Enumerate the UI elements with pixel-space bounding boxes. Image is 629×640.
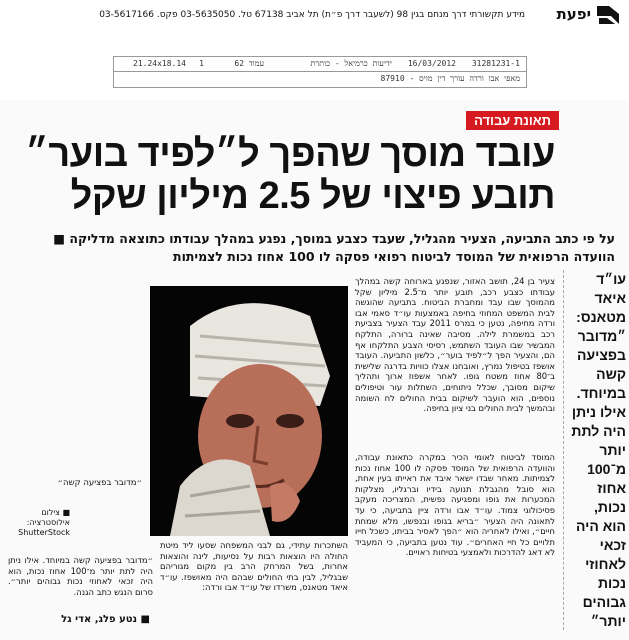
pull-quote: עו״ד איאד מטאנס: ״מדובר בפציעה קשה במיוחד. אילו ניתן היה לתת יותר מ־100 אחוז נכות, הוא היה זכאי לאחוזי נכות גבוהים יותר״ [571, 271, 626, 629]
bandaged-face-image [150, 286, 348, 536]
photo-credit: ■ צילום אילוסטרציה: ShutterStock [18, 508, 70, 537]
body-paragraph: המוסד לביטוח לאומי הכיר במקרה כתאונת עבודה, והוועדה הרפואית של המוסד פסקה לו 100 אחוז נכות לצמיתות. מאחר שבדו ישאר איבד את ראייתו בעין אחת, הוא סובל מהגבלת תנועה בידיו וברגליו, מצלקות המכערות את גופו ומפגיעה נפשית, המצריכה מעקב פסיכולוגי צמוד. עו״ד אבו ורדה ציין בתביעה, כי עד לתאונה היה הצעיר ״בריא בגופו ובנפשו, מלא שמחת חיים״, ואילו לאחריה הוא ״הפך לאסיר בביתו, כשכל חייו תלויים כל חיי האחרים״. עוד נטען בתביעה, כי המעביד לא דאג להדרכות ולאמצעי בטיחות ראויים. [355, 452, 555, 558]
article [0, 100, 629, 640]
byline: ■ נטע פלג, אדי גל [61, 614, 150, 625]
logo-text: יפעת [556, 5, 591, 23]
clip-num: 1 [199, 59, 204, 68]
clipping-meta-box [113, 56, 527, 88]
clip-date: 16/03/2012 [407, 59, 456, 68]
clip-client-line: מאפי אבו ורדה עורך דין מויס - 87910 [380, 74, 520, 83]
body-paragraph: השתכרות עתידי, גם לבני המשפחה שסעו ליד מיטת החולה היו הוצאות רבות על נסיעות, לינה והוצאות אחרות, בשל המרחק הרב בין מקום מגוריהם שבגליל, לבין בתי החולים שבהם היה מאושפז. עו״ד איאד מטאנס, משרדו של עו״ד אבו ורדה: [160, 540, 348, 593]
clip-size: 21.24x18.14 [133, 59, 186, 68]
contact-line: מידע תקשורתי דרך מנחם בגין 98 (לשעבר דרך פ״ת) תל אביב 67138 טל. 03-5635050 פקס. 03-5617166 [99, 10, 525, 20]
clip-page: עמוד 62 [234, 59, 264, 68]
yifat-logo-icon [595, 4, 621, 26]
headline-line-2: תובע פיצוי של 2.5 מיליון שקל [70, 175, 555, 217]
section-tag: תאונת עבודה [466, 111, 559, 130]
pull-quote-column [563, 270, 626, 630]
clipping-meta-row [114, 57, 526, 72]
body-paragraph: ״מדובר בפציעה קשה במיוחד. אילו ניתן היה לתת יותר מ־100 אחוז נכות, הוא היה זכאי לאחוזי נכות גבוהים יותר״. סרום הנגש כתב הגנה. [8, 555, 153, 597]
body-paragraph: צעיר בן 24, תושב האזור, שנפגע בארוחה קשה במהלך עבודתו כצבע רכב, תובע יותר מ־2.5 מיליון שקל מהמוסך שבו עבד ומחברת הביטוח. בתביעה שהוגשה לבית המשפט המחוזי בחיפה באמצעות עו״ד סאמי אבו ורדה מחיפה, נטען כי במרס 2011 עבד הצעיר בצביעת רכב במשמרת לילה. מסיבה שאינה ברורה, התלקח המבשיר שבו העובד השתמש, רסיסי הצבע התלקחו אף הם, והצעיר הפך ל״לפיד בוער״, כלשון התביעה. העובד אושפז בטיפול נמרץ, ואובחנו אצלו כוויות בדרגה שלישית ב־80 אחוז משטח גופו. לאחר אשפוז ארוך ותהליך שיקום מסובך, שכלל ניתוחים, השתלות עור וטיפולים נוספים, הוא הועבר לשיקום בבית החולים לח השומה ובהמשך לבית החולים בני ציון בחיפה. [355, 276, 555, 414]
article-subtitle: על פי כתב התביעה, הצעיר מהגליל, שעבד כצבע במוסך, נפגע במהלך עבודתו כתוצאה מדליקה ■ הוועדה הרפואית של המוסד לביטוח רפואי פסקה לו 100 אחוז נכות לצמיתות [53, 231, 615, 264]
clip-publication: ידיעות כרמיאל - כותרת [310, 59, 392, 68]
photo-caption: ״מדובר בפציעה קשה״ [57, 478, 142, 488]
headline-line-1: עובד מוסך שהפך ל״לפיד בוער״ [25, 133, 555, 175]
injured-man-photo [150, 286, 348, 536]
press-clipping-header [0, 0, 629, 100]
clip-id: 31281231-1 [471, 59, 520, 68]
